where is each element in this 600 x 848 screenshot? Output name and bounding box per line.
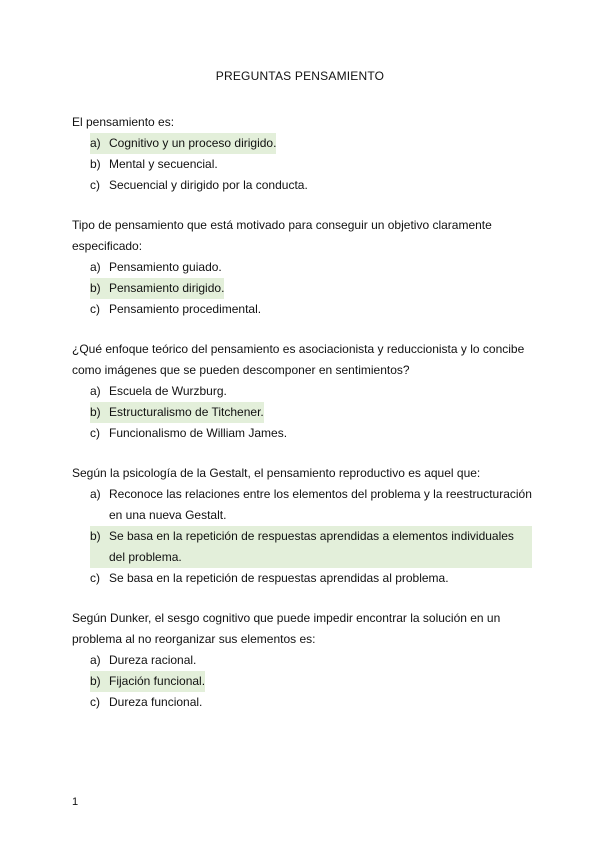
option-a [72, 650, 532, 671]
option-letter: a) [90, 260, 101, 274]
option-a [72, 133, 532, 154]
option-letter: a) [90, 136, 101, 150]
option-b [72, 154, 532, 175]
question-2 [72, 215, 532, 320]
option-letter: c) [90, 178, 100, 192]
option-text: Pensamiento procedimental. [109, 302, 262, 316]
option-a [72, 381, 532, 402]
option-a [72, 484, 532, 526]
option-b [72, 526, 532, 568]
option-text: Funcionalismo de William James. [109, 426, 288, 440]
option-c [72, 692, 532, 713]
option-b [72, 671, 532, 692]
questions-container [72, 112, 532, 732]
option-text: Pensamiento guiado. [109, 260, 222, 274]
options-list [72, 133, 532, 196]
option-letter: c) [90, 571, 100, 585]
option-letter: b) [90, 157, 101, 171]
question-3 [72, 339, 532, 444]
option-letter: b) [90, 529, 101, 543]
question-text: Según la psicología de la Gestalt, el pensamiento reproductivo es aquel que: [72, 466, 481, 480]
option-letter: b) [90, 405, 101, 419]
option-text: Mental y secuencial. [109, 157, 218, 171]
option-text: Secuencial y dirigido por la conducta. [109, 178, 308, 192]
option-c [72, 423, 532, 444]
options-list [72, 484, 532, 589]
option-c [72, 175, 532, 196]
options-list [72, 257, 532, 320]
option-text: Dureza funcional. [109, 695, 203, 709]
option-letter: c) [90, 302, 100, 316]
question-1 [72, 112, 532, 196]
option-letter: b) [90, 674, 101, 688]
option-text: Escuela de Wurzburg. [109, 384, 227, 398]
option-text: Dureza racional. [109, 653, 197, 667]
option-text: Pensamiento dirigido. [109, 281, 225, 295]
option-letter: b) [90, 281, 101, 295]
options-list [72, 381, 532, 444]
option-text: Se basa en la repetición de respuestas aprendidas al problema. [109, 571, 449, 585]
question-4 [72, 463, 532, 589]
question-text: Tipo de pensamiento que está motivado para conseguir un objetivo claramente especificado: [72, 218, 492, 253]
question-5 [72, 608, 532, 713]
option-letter: c) [90, 695, 100, 709]
option-text: Cognitivo y un proceso dirigido. [109, 136, 277, 150]
option-text: Reconoce las relaciones entre los elementos del problema y la reestructuración en una nueva Gestalt. [109, 487, 532, 522]
option-text: Se basa en la repetición de respuestas aprendidas a elementos individuales del problema. [109, 529, 514, 564]
question-text: Según Dunker, el sesgo cognitivo que puede impedir encontrar la solución en un problema al no reorganizar sus elementos es: [72, 611, 501, 646]
options-list [72, 650, 532, 713]
option-c [72, 568, 532, 589]
page-number: 1 [72, 796, 79, 808]
option-letter: a) [90, 653, 101, 667]
option-letter: c) [90, 426, 100, 440]
option-text: Fijación funcional. [109, 674, 206, 688]
question-text: ¿Qué enfoque teórico del pensamiento es asociacionista y reduccionista y lo concibe como imágenes que se pueden descomponer en sentimientos? [72, 342, 525, 377]
option-b [72, 278, 532, 299]
question-text: El pensamiento es: [72, 115, 175, 129]
document-title: PREGUNTAS PENSAMIENTO [215, 69, 385, 83]
option-text: Estructuralismo de Titchener. [109, 405, 264, 419]
option-a [72, 257, 532, 278]
option-c [72, 299, 532, 320]
option-letter: a) [90, 384, 101, 398]
option-letter: a) [90, 487, 101, 501]
option-b [72, 402, 532, 423]
